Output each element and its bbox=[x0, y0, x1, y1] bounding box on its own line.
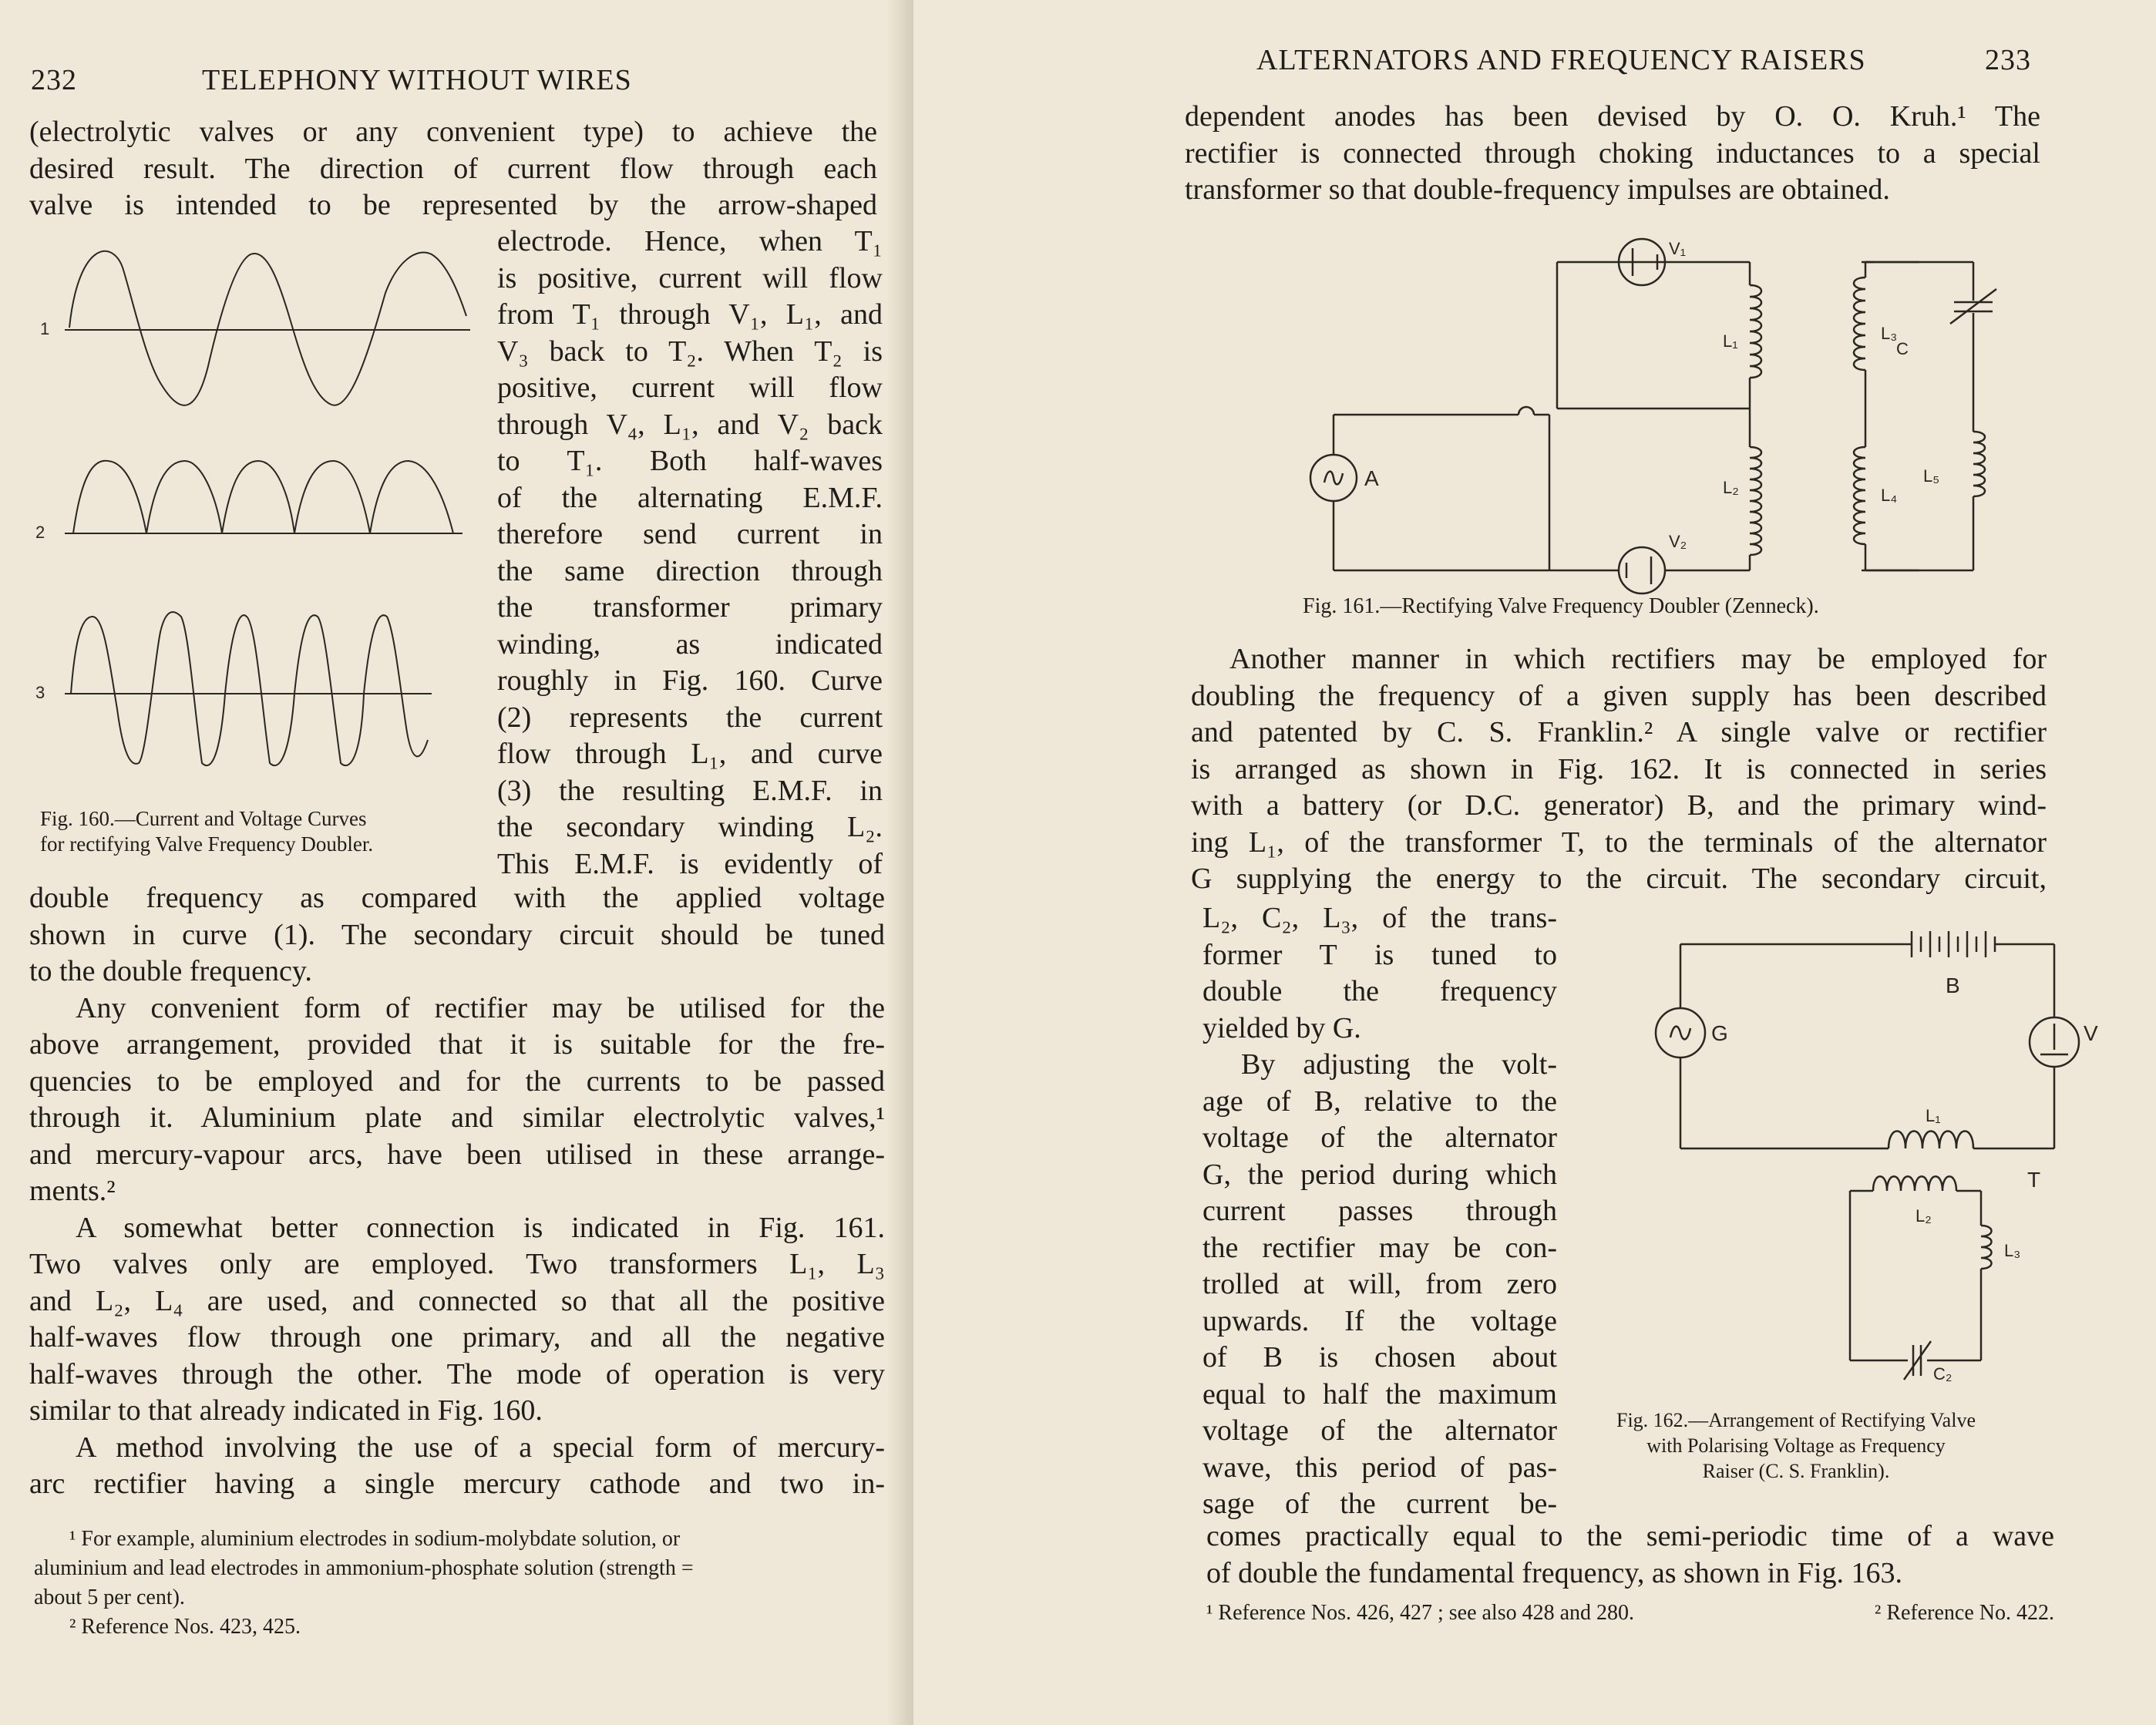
figure-162-caption bbox=[1580, 1407, 2012, 1484]
text-line: voltage of the alternator bbox=[1202, 1414, 1557, 1447]
text-line: of B is chosen about bbox=[1202, 1341, 1557, 1374]
text-line: age of B, relative to the bbox=[1202, 1084, 1557, 1118]
paragraph-body bbox=[29, 880, 885, 1503]
text-line: through V₄, L₁, and V₂ back bbox=[497, 408, 883, 441]
label-v1: V₁ bbox=[1669, 239, 1687, 258]
text-line: through it. Aluminium plate and similar electrolytic valves,¹ bbox=[29, 1101, 885, 1134]
label-l1: L₁ bbox=[1723, 331, 1738, 351]
text-line: ing L₁, of the transformer T, to the terminals of the alternator bbox=[1191, 826, 2047, 859]
text-line: and mercury-vapour arcs, have been utilised in these arrange- bbox=[29, 1138, 885, 1171]
text-line: V₃ back to T₂. When T₂ is bbox=[497, 335, 883, 368]
label-c: C bbox=[1896, 339, 1909, 358]
text-line: (2) represents the current bbox=[497, 701, 883, 734]
running-head: TELEPHONY WITHOUT WIRES bbox=[202, 64, 632, 96]
text-line: is arranged as shown in Fig. 162. It is connected in series bbox=[1191, 752, 2047, 785]
text-line: sage of the current be- bbox=[1202, 1488, 1557, 1520]
text-line: with a battery (or D.C. generator) B, and the primary wind- bbox=[1191, 789, 2047, 822]
label-l2: L₂ bbox=[1916, 1206, 1932, 1226]
label-l3: L₃ bbox=[2004, 1241, 2021, 1260]
battery-b-symbol bbox=[1912, 931, 1995, 957]
text-line: the rectifier may be con- bbox=[1202, 1231, 1557, 1264]
footnote-line: ¹ For example, aluminium electrodes in sodium-molybdate solution, or bbox=[69, 1527, 681, 1551]
text-line: (electrolytic valves or any convenient type) to achieve the bbox=[29, 116, 877, 148]
text-line: By adjusting the volt- bbox=[1241, 1048, 1557, 1081]
text-line: half-waves flow through one primary, and all the negative bbox=[29, 1321, 885, 1353]
text-line: This E.M.F. is evidently of bbox=[497, 847, 883, 880]
text-line: similar to that already indicated in Fig. 160. bbox=[29, 1394, 543, 1427]
label-l4: L₄ bbox=[1881, 486, 1898, 505]
curve-label-3: 3 bbox=[35, 683, 45, 702]
label-v: V bbox=[2084, 1021, 2098, 1045]
caption-line: Fig. 162.—Arrangement of Rectifying Valve bbox=[1616, 1409, 1976, 1431]
text-line: to the double frequency. bbox=[29, 955, 312, 987]
text-line: positive, current will flow bbox=[497, 372, 883, 404]
text-line: therefore send current in bbox=[497, 518, 883, 550]
figure-160-caption bbox=[40, 806, 472, 857]
label-t: T bbox=[2027, 1168, 2041, 1192]
label-b: B bbox=[1946, 973, 1960, 997]
text-line: dependent anodes has been devised by O. O. Kruh.¹ The bbox=[1185, 100, 2040, 133]
text-line: (3) the resulting E.M.F. in bbox=[497, 774, 883, 807]
text-line: arc rectifier having a single mercury cathode and two in- bbox=[29, 1468, 885, 1500]
label-l5: L₅ bbox=[1923, 466, 1940, 486]
caption-line: Fig. 160.—Current and Voltage Curves bbox=[40, 807, 367, 830]
coil-l2 bbox=[1873, 1176, 1956, 1191]
footnote-1: ¹ Reference Nos. 426, 427 ; see also 428 and 280. bbox=[1206, 1601, 1635, 1625]
figure-161-caption: Fig. 161.—Rectifying Valve Frequency Doubler (Zenneck). bbox=[1303, 594, 1819, 618]
text-line: doubling the frequency of a given supply has been described bbox=[1191, 679, 2047, 712]
text-line: roughly in Fig. 160. Curve bbox=[497, 664, 883, 697]
text-line: upwards. If the voltage bbox=[1202, 1304, 1557, 1337]
paragraph-wrap bbox=[1202, 900, 1557, 1523]
text-line: rectifier is connected through choking inductances to a special bbox=[1185, 136, 2040, 170]
footnotes bbox=[34, 1525, 890, 1642]
label-l1: L₁ bbox=[1926, 1106, 1941, 1125]
text-line: quencies to be employed and for the currents to be passed bbox=[29, 1064, 885, 1098]
curve-label-1: 1 bbox=[40, 319, 50, 338]
paragraph-top bbox=[29, 114, 877, 224]
text-line: double frequency as compared with the applied voltage bbox=[29, 882, 885, 914]
footnote-line: aluminium and lead electrodes in ammonium-phosphate solution (strength = bbox=[34, 1556, 694, 1580]
paragraph-top bbox=[1185, 99, 2040, 209]
running-head: ALTERNATORS AND FREQUENCY RAISERS bbox=[1256, 44, 1866, 76]
figure-160 bbox=[31, 231, 478, 802]
text-line: transformer so that double-frequency impulses are obtained. bbox=[1185, 173, 1890, 206]
caption-line: for rectifying Valve Frequency Doubler. bbox=[40, 832, 374, 856]
curve-1 bbox=[69, 251, 466, 405]
figure-162 bbox=[1557, 925, 2098, 1387]
text-line: G supplying the energy to the circuit. The secondary circuit, bbox=[1191, 862, 2047, 895]
text-line: desired result. The direction of current flow through each bbox=[29, 152, 877, 185]
page-number: 233 bbox=[1985, 44, 2031, 76]
text-line: electrode. Hence, when T₁ bbox=[497, 225, 883, 257]
footnote-line: about 5 per cent). bbox=[34, 1585, 185, 1609]
coil-l5 bbox=[1973, 432, 1985, 496]
text-line: shown in curve (1). The secondary circuit should be tuned bbox=[29, 918, 885, 951]
text-line: and patented by C. S. Franklin.² A single valve or rectifier bbox=[1191, 716, 2047, 748]
footnotes bbox=[1206, 1599, 2054, 1628]
text-line: A somewhat better connection is indicated in Fig. 161. bbox=[76, 1211, 885, 1244]
label-l2: L₂ bbox=[1723, 478, 1739, 497]
text-line: the same direction through bbox=[497, 554, 883, 587]
coil-l1 bbox=[1750, 285, 1761, 378]
coil-l3 bbox=[1981, 1226, 1992, 1269]
text-line: is positive, current will flow bbox=[497, 261, 883, 294]
text-line: ments.² bbox=[29, 1175, 116, 1207]
text-line: half-waves through the other. The mode of operation is very bbox=[29, 1357, 885, 1390]
text-line: current passes through bbox=[1202, 1195, 1557, 1227]
label-g: G bbox=[1711, 1021, 1728, 1045]
curve-label-2: 2 bbox=[35, 523, 45, 542]
paragraph-bottom bbox=[1206, 1518, 2054, 1592]
text-line: above arrangement, provided that it is suitable for the fre- bbox=[29, 1028, 885, 1061]
right-page bbox=[913, 0, 2156, 1725]
text-line: to T₁. Both half-waves bbox=[497, 445, 883, 477]
page-number: 232 bbox=[31, 64, 77, 96]
paragraph-wrap bbox=[497, 224, 883, 883]
text-line: G, the period during which bbox=[1202, 1158, 1557, 1191]
label-a: A bbox=[1364, 466, 1379, 490]
footnote-2: ² Reference No. 422. bbox=[1874, 1601, 2054, 1625]
text-line: valve is intended to be represented by the arrow-shaped bbox=[29, 189, 877, 221]
curve-2 bbox=[73, 461, 453, 533]
label-c2: C₂ bbox=[1933, 1364, 1953, 1384]
footnote-line: ² Reference Nos. 423, 425. bbox=[69, 1615, 301, 1639]
text-line: of the alternating E.M.F. bbox=[497, 481, 883, 514]
left-page bbox=[0, 0, 910, 1725]
text-line: the secondary winding L₂. bbox=[497, 811, 883, 843]
text-line: winding, as indicated bbox=[497, 627, 883, 661]
text-line: wave, this period of pas- bbox=[1202, 1451, 1557, 1484]
text-line: from T₁ through V₁, L₁, and bbox=[497, 298, 883, 331]
text-line: L₂, C₂, L₃, of the trans- bbox=[1202, 902, 1557, 934]
figure-161 bbox=[1256, 231, 1950, 586]
text-line: of double the fundamental frequency, as shown in Fig. 163. bbox=[1206, 1556, 1903, 1589]
coil-l2 bbox=[1750, 447, 1761, 555]
text-line: trolled at will, from zero bbox=[1202, 1268, 1557, 1300]
figure-161-branch bbox=[1862, 254, 2016, 578]
label-v2: V₂ bbox=[1669, 532, 1687, 551]
text-line: former T is tuned to bbox=[1202, 938, 1557, 971]
text-line: yielded by G. bbox=[1202, 1011, 1361, 1044]
text-line: equal to half the maximum bbox=[1202, 1377, 1557, 1411]
curve-3 bbox=[71, 612, 428, 765]
text-line: Another manner in which rectifiers may be employed for bbox=[1229, 643, 2047, 675]
text-line: A method involving the use of a special form of mercury- bbox=[76, 1431, 885, 1464]
coil-l1 bbox=[1889, 1132, 1973, 1149]
paragraph-body bbox=[1191, 641, 2047, 898]
text-line: Two valves only are employed. Two transformers L₁, L₃ bbox=[29, 1248, 885, 1280]
text-line: flow through L₁, and curve bbox=[497, 738, 883, 770]
text-line: the transformer primary bbox=[497, 591, 883, 624]
caption-line: with Polarising Voltage as Frequency bbox=[1646, 1434, 1946, 1457]
text-line: comes practically equal to the semi-periodic time of a wave bbox=[1206, 1520, 2054, 1552]
text-line: double the frequency bbox=[1202, 975, 1557, 1007]
text-line: voltage of the alternator bbox=[1202, 1121, 1557, 1154]
text-line: and L₂, L₄ are used, and connected so that all the positive bbox=[29, 1284, 885, 1317]
text-line: Any convenient form of rectifier may be utilised for the bbox=[76, 991, 885, 1024]
caption-line: Raiser (C. S. Franklin). bbox=[1702, 1460, 1890, 1482]
label-l3: L₃ bbox=[1881, 324, 1898, 343]
